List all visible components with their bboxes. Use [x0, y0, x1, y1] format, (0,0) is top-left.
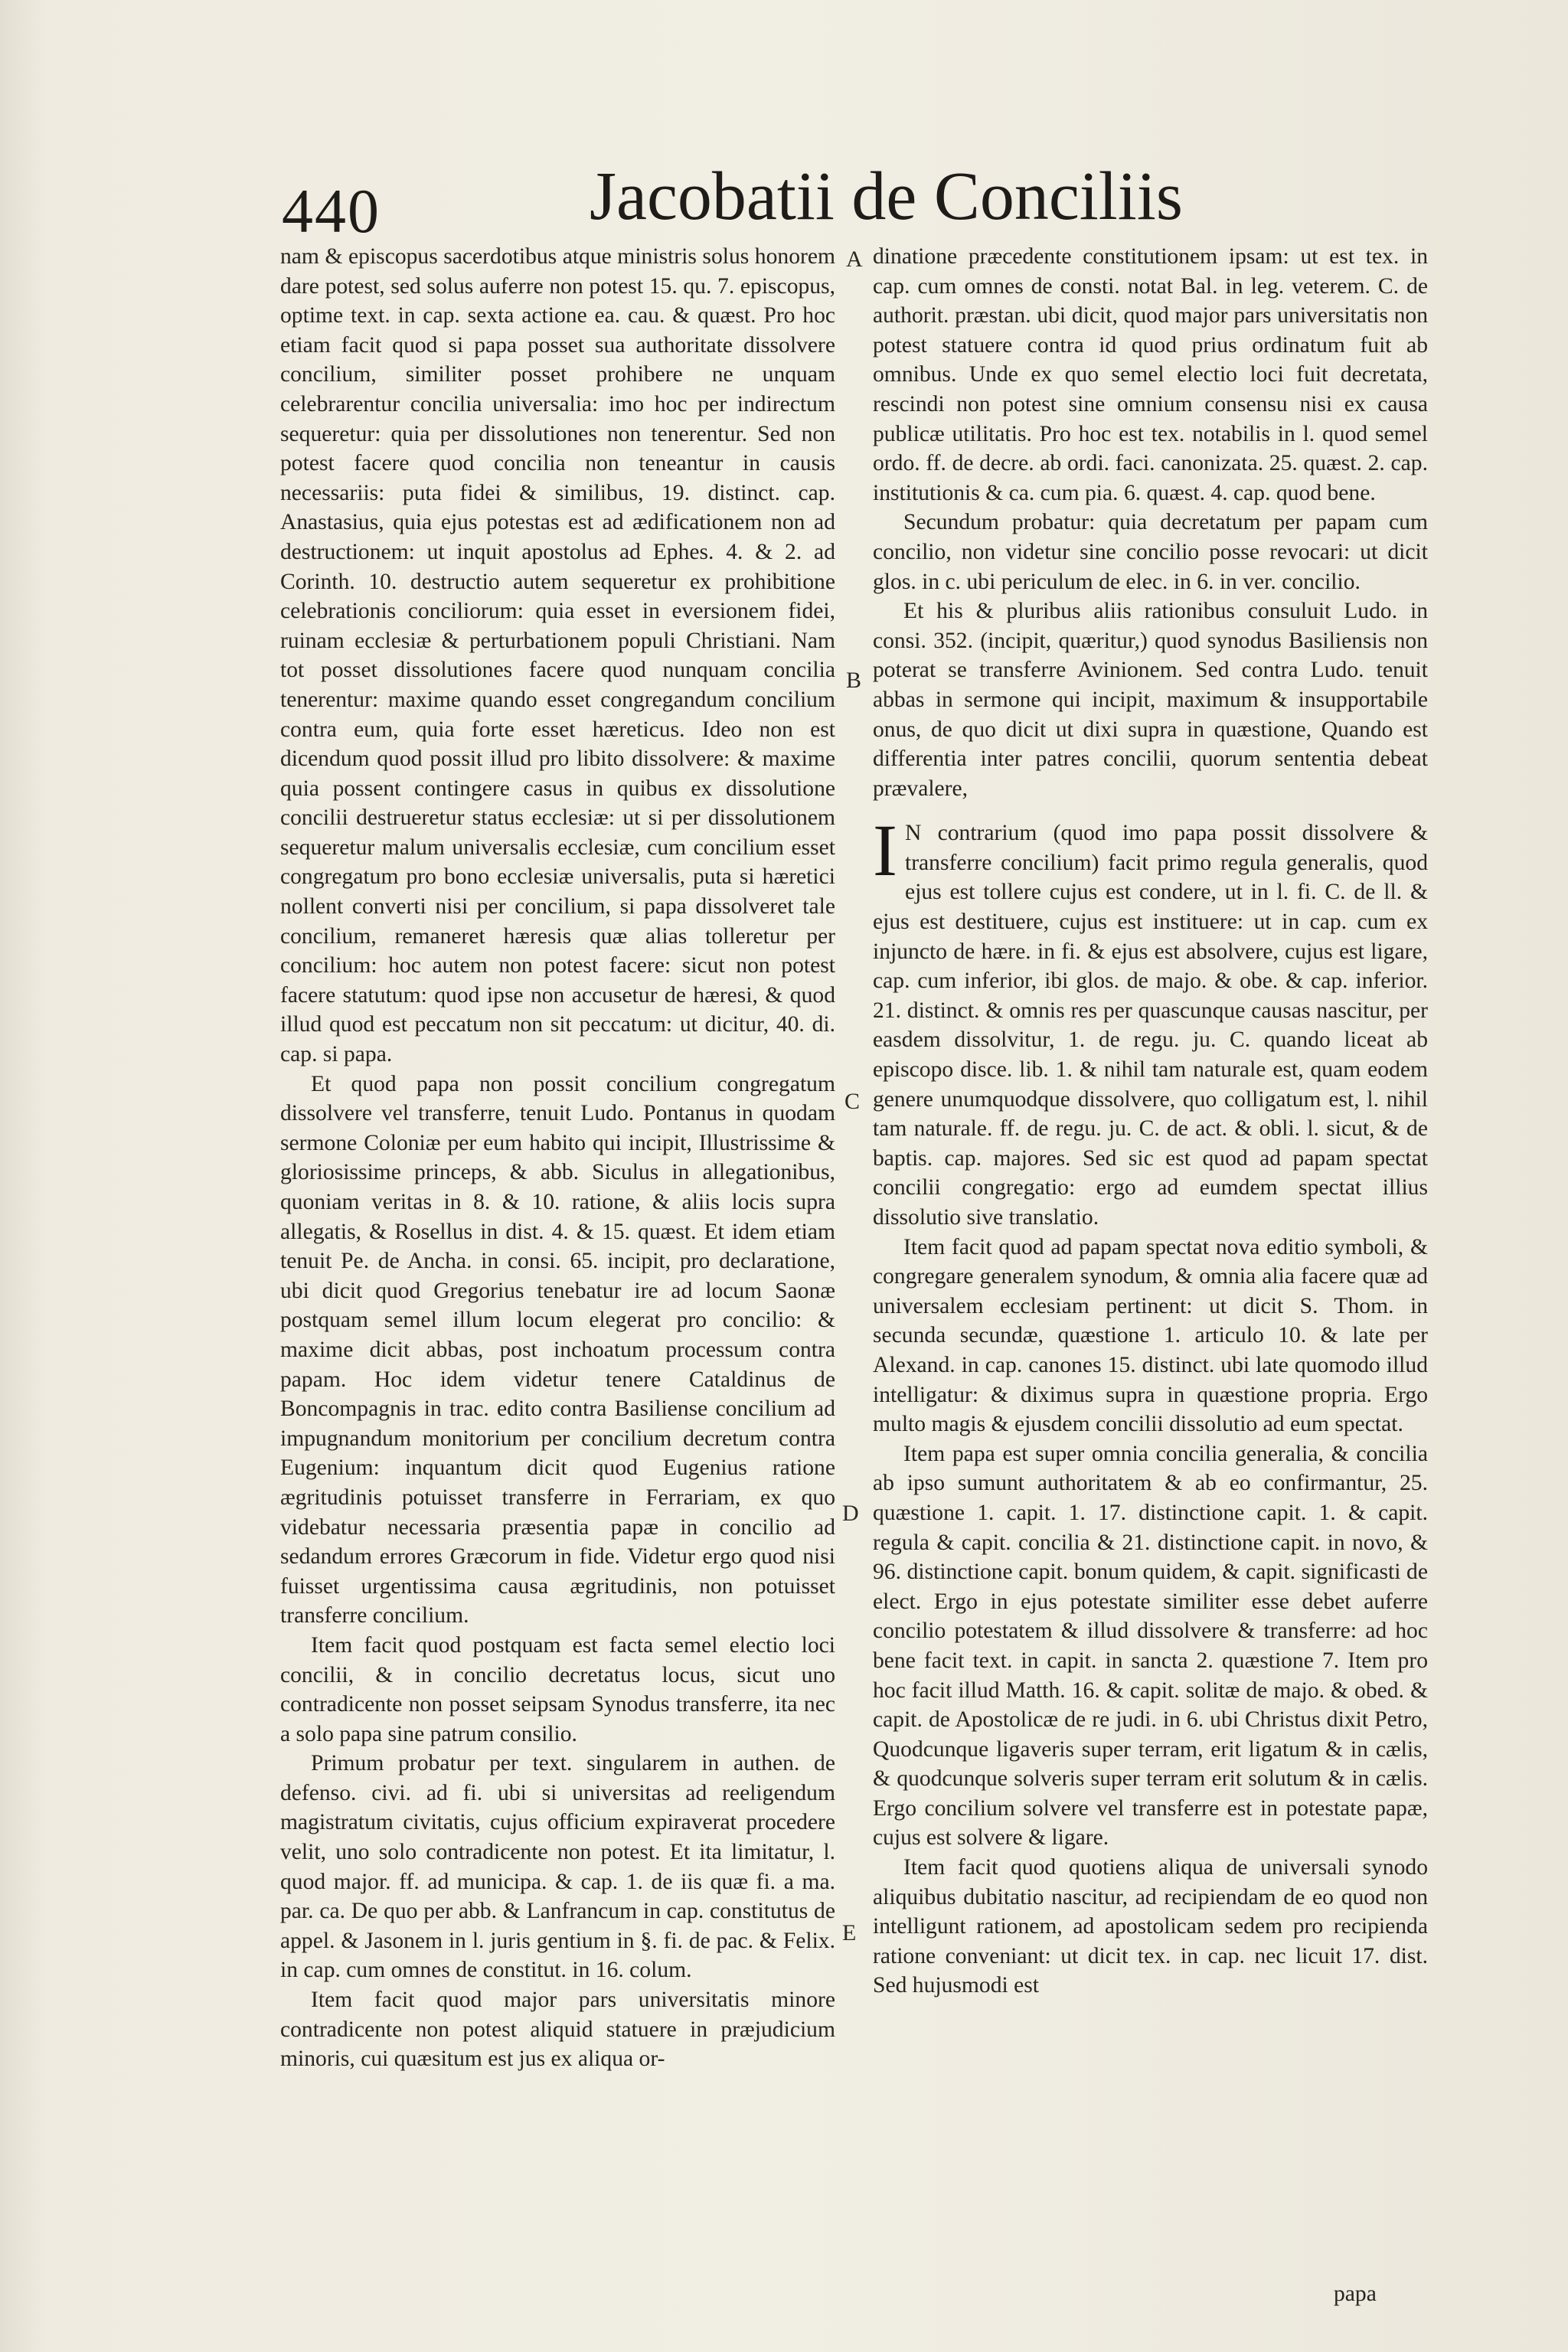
right-column [873, 242, 1428, 2001]
left-paragraph-3: Item facit quod postquam est facta semel electio loci concilii, & in concilio decretatus locus, sicut uno contradicente non posset seipsam Synodus transferre, ita nec a solo papa sine patrum consilio. [280, 1632, 835, 1746]
right-paragraph-4-text: N contrarium (quod imo papa possit dissolvere & transferre concilium) facit primo regula generalis, quod ejus est tollere cujus est condere, ut in l. fi. C. de ll. & ejus est destituere, cujus est instituere: ut in cap. cum ex injuncto de hære. in fi. & ejus est absolvere, cujus est ligare, cap. cum inferior, ibi glos. de majo. & obe. & cap. inferior. 21. distinct. & omnis res per quascunque causas nascitur, per easdem dissolvitur, 1. de regu. ju. C. quando liceat ab episcopo disce. lib. 1. & nihil tam naturale est, quam eodem genere unumquodque dissolvere, quo colligatum est, l. nihil tam naturale. ff. de regu. ju. C. de act. & obli. l. sicut, & de baptis. cap. majores. Sed sic est quod ad papam spectat concilii congregatio: ergo ad eumdem spectat illius dissolutio sive translatio. [873, 821, 1428, 1230]
margin-letter-d: D [842, 1501, 859, 1526]
left-paragraph-2: Et quod papa non possit concilium congregatum dissolvere vel transferre, tenuit Ludo. Pontanus in quodam sermone Coloniæ per eum habito qui incipit, Illustrissime & gloriosissime princeps, & abb. Siculus in allegationibus, quoniam veritas in 8. & 10. ratione, & aliis locis supra allegatis, & Rosellus in dist. 4. & 15. quæst. Et idem etiam tenuit Pe. de Ancha. in consi. 65. incipit, pro declaratione, ubi dicit quod Gregorius tenebatur ire ad locum Saonæ postquam semel illum locum elegerat pro concilio: & maxime dicit abbas, post inchoatum processum contra papam. Hoc idem videtur tenere Cataldinus de Boncompagnis in trac. edito contra Basiliense concilium ad impugnandum monitorium per concilium decretum contra Eugenium: inquantum dicit quod Eugenius ratione ægritudinis potuisset transferre in Ferrariam, ex quo videbatur necessaria præsentia papæ in concilio ad sedandum errores Græcorum in fide. Videtur ergo quod nisi fuisset urgentissima causa ægritudinis, non potuisset transferre concilium. [280, 1071, 835, 1628]
left-paragraph-4: Primum probatur per text. singularem in authen. de defenso. civi. ad fi. ubi si universitas ad reeligendum magistratum civitatis, cujus officium expiraverat procedere velit, uno solo contradicente non potest. Et ita limitatur, l. quod major. ff. ad municipa. & cap. 1. de iis quæ fi. a ma. par. ca. De quo per abb. & Lanfrancum in cap. constitutus de appel. & Jasonem in l. juris gentium in §. fi. de pac. & Felix. in cap. cum omnes de constitut. in 16. colum. [280, 1751, 835, 1983]
page-header [282, 157, 1507, 246]
left-paragraph-5: Item facit quod major pars universitatis minore contradicente non potest aliquid statuere in præjudicium minoris, cui quæsitum est jus ex aliqua or- [280, 1988, 835, 2072]
right-paragraph-6: Item papa est super omnia concilia generalia, & concilia ab ipso sumunt authoritatem & ab eo confirmantur, 25. quæstione 1. capit. 1. 17. distinctione capit. 1. & capit. regula & capit. concilia & 21. distinctione capit. in novo, & 96. distinctione capit. bonum quidem, & capit. significasti de elect. Ergo in ejus potestate similiter esse debet auferre concilio potestatem & illud dissolvere & transferre: ad hoc bene facit text. in capit. in sancta 2. quæstione 7. Item pro hoc facit illud Matth. 16. & capit. solitæ de majo. & obed. & capit. de Apostolicæ de re judi. in 6. ubi Christus dixit Petro, Quodcunque ligaveris super terram, erit ligatum & in cælis, & quodcunque solveris super terram erit solutum & in cælis. Ergo concilium solvere vel transferre est in potestate papæ, cujus est solvere & ligare. [873, 1441, 1428, 1851]
catchword: papa [1334, 2282, 1377, 2306]
running-title: Jacobatii de Conciliis [590, 158, 1183, 234]
left-column [280, 242, 835, 2074]
margin-letter-c: C [844, 1089, 861, 1114]
right-paragraph-4 [873, 809, 1428, 1232]
right-paragraph-1: dinatione præcedente constitutionem ipsam: ut est tex. in cap. cum omnes de consti. notat Bal. in leg. veterem. C. de authorit. præstan. ubi dicit, quod major pars universitatis non potest statuere contra id quod prius ordinatum fuit ab omnibus. Unde ex quo semel electio loci fuit decretata, rescindi non potest sine omnium consensu nisi ex causa publicæ utilitatis. Pro hoc est tex. notabilis in l. quod semel ordo. ff. de decre. ab ordi. faci. canonizata. 25. quæst. 2. cap. institutionis & ca. cum pia. 6. quæst. 4. cap. quod bene. [873, 244, 1428, 505]
margin-letter-a: A [846, 247, 863, 272]
left-paragraph-1: nam & episcopus sacerdotibus atque ministris solus honorem dare potest, sed solus auferre non potest 15. qu. 7. episcopus, optime text. in cap. sexta actione ea. cau. & quæst. Pro hoc etiam facit quod si papa posset sua authoritate dissolvere concilium, similiter posset prohibere ne unquam celebrarentur concilia universalia: imo hoc per indirectum sequeretur: quia per dissolutiones non tenerentur. Sed non potest facere quod concilia non teneantur in causis necessariis: puta fidei & similibus, 19. distinct. cap. Anastasius, quia ejus potestas est ad ædificationem non ad destructionem: ut inquit apostolus ad Ephes. 4. & 2. ad Corinth. 10. destructio autem sequeretur ex prohibitione celebrationis conciliorum: quia esset in eversionem fidei, ruinam ecclesiæ & perturbationem populi Christiani. Nam tot posset dissolutiones facere quod nunquam concilia tenerentur: maxime quando esset congregandum concilium contra eum, quia forte esset hæreticus. Ideo non est dicendum quod possit illud pro libito dissolvere: & maxime quia possent contingere casus in quibus ex dissolutione concilii destrueretur status ecclesiæ: ut si per dissolutionem sequeretur malum universalis ecclesiæ, cum concilium esset congregatum pro bono ecclesiæ universalis, puta si hæretici nollent converti nisi per concilium, si papa dissolveret tale concilium, remaneret hæresis quæ alias tolleretur per concilium: hoc autem non potest facere: sicut non potest facere statutum: quod ipse non accusetur de hæresi, & quod illud quod est peccatum non sit peccatum: ut dicitur, 40. di. cap. si papa. [280, 244, 835, 1067]
margin-letter-e: E [842, 1920, 857, 1945]
page-number: 440 [282, 176, 381, 246]
dropcap-letter: I [873, 809, 897, 892]
right-paragraph-2: Secundum probatur: quia decretatum per papam cum concilio, non videtur sine concilio posse revocari: ut dicit glos. in c. ubi periculum de elec. in 6. in ver. concilio. [873, 510, 1428, 594]
right-paragraph-5: Item facit quod ad papam spectat nova editio symboli, & congregare generalem synodum, & omnia alia facere quæ ad universalem ecclesiam pertinent: ut dicit S. Thom. in secunda secundæ, quæstione 1. articulo 10. & late per Alexand. in cap. canones 15. distinct. ubi late quomodo illud intelligatur: & diximus supra in quæstione propria. Ergo multo magis & ejusdem concilii dissolutio ad eum spectat. [873, 1234, 1428, 1437]
right-paragraph-7: Item facit quod quotiens aliqua de universali synodo aliquibus dubitatio nascitur, ad recipiendam de eo quod non intelligunt rationem, ad apostolicam sedem pro recipienda ratione conveniant: ut dicit tex. in cap. nec licuit 17. dist. Sed hujusmodi est [873, 1855, 1428, 1998]
margin-letter-b: B [846, 668, 862, 693]
right-paragraph-3: Et his & pluribus aliis rationibus consuluit Ludo. in consi. 352. (incipit, quæritur,) quod synodus Basiliensis non poterat se transferre Avinionem. Sed contra Ludo. tenuit abbas in sermone qui incipit, maximum & insupportabile onus, de quo dicit ut dixi supra in quæstione, Quando est differentia inter patres concilii, quorum sententia debeat prævalere, [873, 599, 1428, 801]
